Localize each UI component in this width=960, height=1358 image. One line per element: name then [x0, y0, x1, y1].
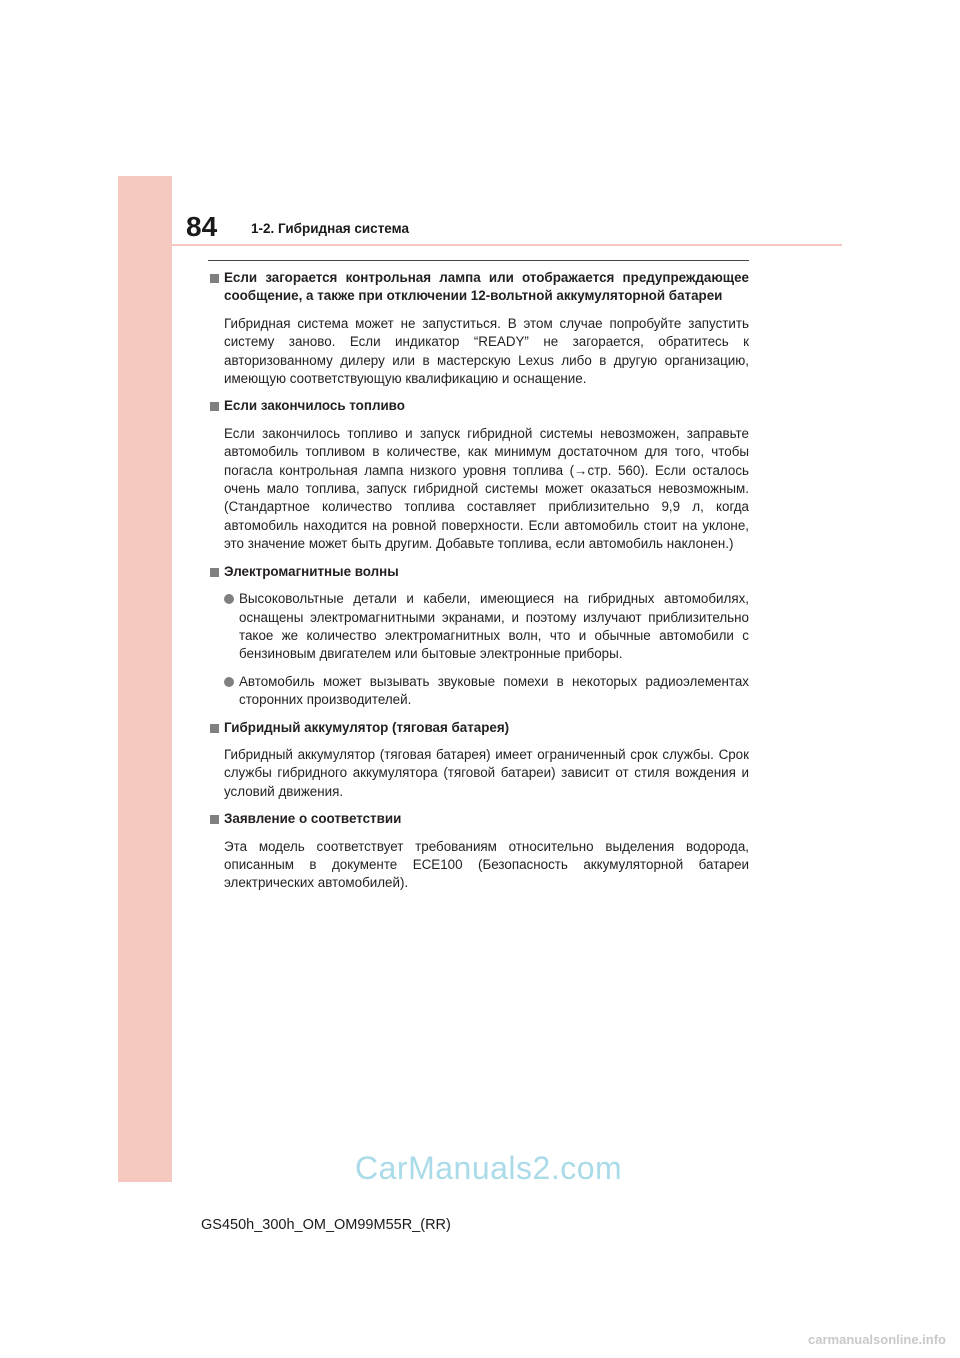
section-heading — [208, 810, 749, 828]
content-top-rule — [208, 260, 749, 261]
section-heading — [208, 719, 749, 737]
section-heading — [208, 397, 749, 415]
page-content — [208, 269, 749, 902]
header-divider — [172, 244, 842, 246]
square-bullet-icon — [210, 402, 219, 411]
section-heading — [208, 563, 749, 581]
footer-doc-code: GS450h_300h_OM_OM99M55R_(RR) — [201, 1217, 451, 1233]
body-paragraph: Гибридный аккумулятор (тяговая батарея) имеет ограниченный срок службы. Срок службы гибридного аккумулятора (тяговой батареи) зависит от стиля вождения и условий движения. — [224, 746, 749, 799]
heading-text: Если загорается контрольная лампа или отображается предупреждающее сообщение, а также при отключении 12-вольтной аккумуляторной батареи — [224, 270, 749, 304]
body-paragraph: Эта модель соответствует требованиям относительно выделения водорода, описанным в документе ECE100 (Безопасность аккумуляторной батареи электрических автомобилей). — [224, 838, 749, 891]
heading-text: Если закончилось топливо — [224, 398, 405, 414]
heading-text: Заявление о соответствии — [224, 811, 402, 827]
heading-text: Гибридный аккумулятор (тяговая батарея) — [224, 719, 510, 735]
square-bullet-icon — [210, 568, 219, 577]
bullet-item — [208, 673, 749, 710]
watermark-footer: carmanualsonline.info — [808, 1332, 946, 1347]
body-paragraph: Если закончилось топливо и запуск гибридной системы невозможен, заправьте автомобиль топливом в количестве, как минимум достаточном для того, чтобы погасла контрольная лампа низкого уровня топлива (→стр. 560). Если осталось очень мало топлива, запуск гибридной системы может оказаться невозможным. (Стандартное количество топлива составляет приблизительно 9,9 л, когда автомобиль находится на ровной поверхности. Если автомобиль стоит на уклоне, это значение может быть другим. Добавьте топлива, если автомобиль наклонен.) — [224, 425, 749, 552]
square-bullet-icon — [210, 724, 219, 733]
page-number: 84 — [186, 211, 218, 242]
section-heading — [208, 269, 749, 306]
chapter-sidebar-tab — [118, 176, 172, 1182]
square-bullet-icon — [210, 815, 219, 824]
round-bullet-icon — [224, 677, 234, 687]
section-title: 1-2. Гибридная система — [251, 221, 409, 236]
round-bullet-icon — [224, 594, 234, 604]
body-paragraph: Гибридная система может не запуститься. В этом случае попробуйте запустить систему заново. Если индикатор “READY” не загорается, обратитесь к авторизованному дилеру или в мастерскую Lexus либо в другую организацию, имеющую соответствующую квалификацию и оснащение. — [224, 315, 749, 387]
bullet-text: Автомобиль может вызывать звуковые помехи в некоторых радиоэлементах сторонних производителей. — [239, 673, 749, 708]
bullet-text: Высоковольтные детали и кабели, имеющиеся на гибридных автомобилях, оснащены электромагнитными экранами, и поэтому излучают приблизительно такое же количество электромагнитных волн, что и обычные автомобили с бензиновым двигателем или бытовые электронные приборы. — [239, 591, 749, 662]
watermark-logo: CarManuals2.com — [355, 1150, 623, 1186]
square-bullet-icon — [210, 274, 219, 283]
heading-text: Электромагнитные волны — [224, 563, 399, 579]
bullet-item — [208, 590, 749, 664]
